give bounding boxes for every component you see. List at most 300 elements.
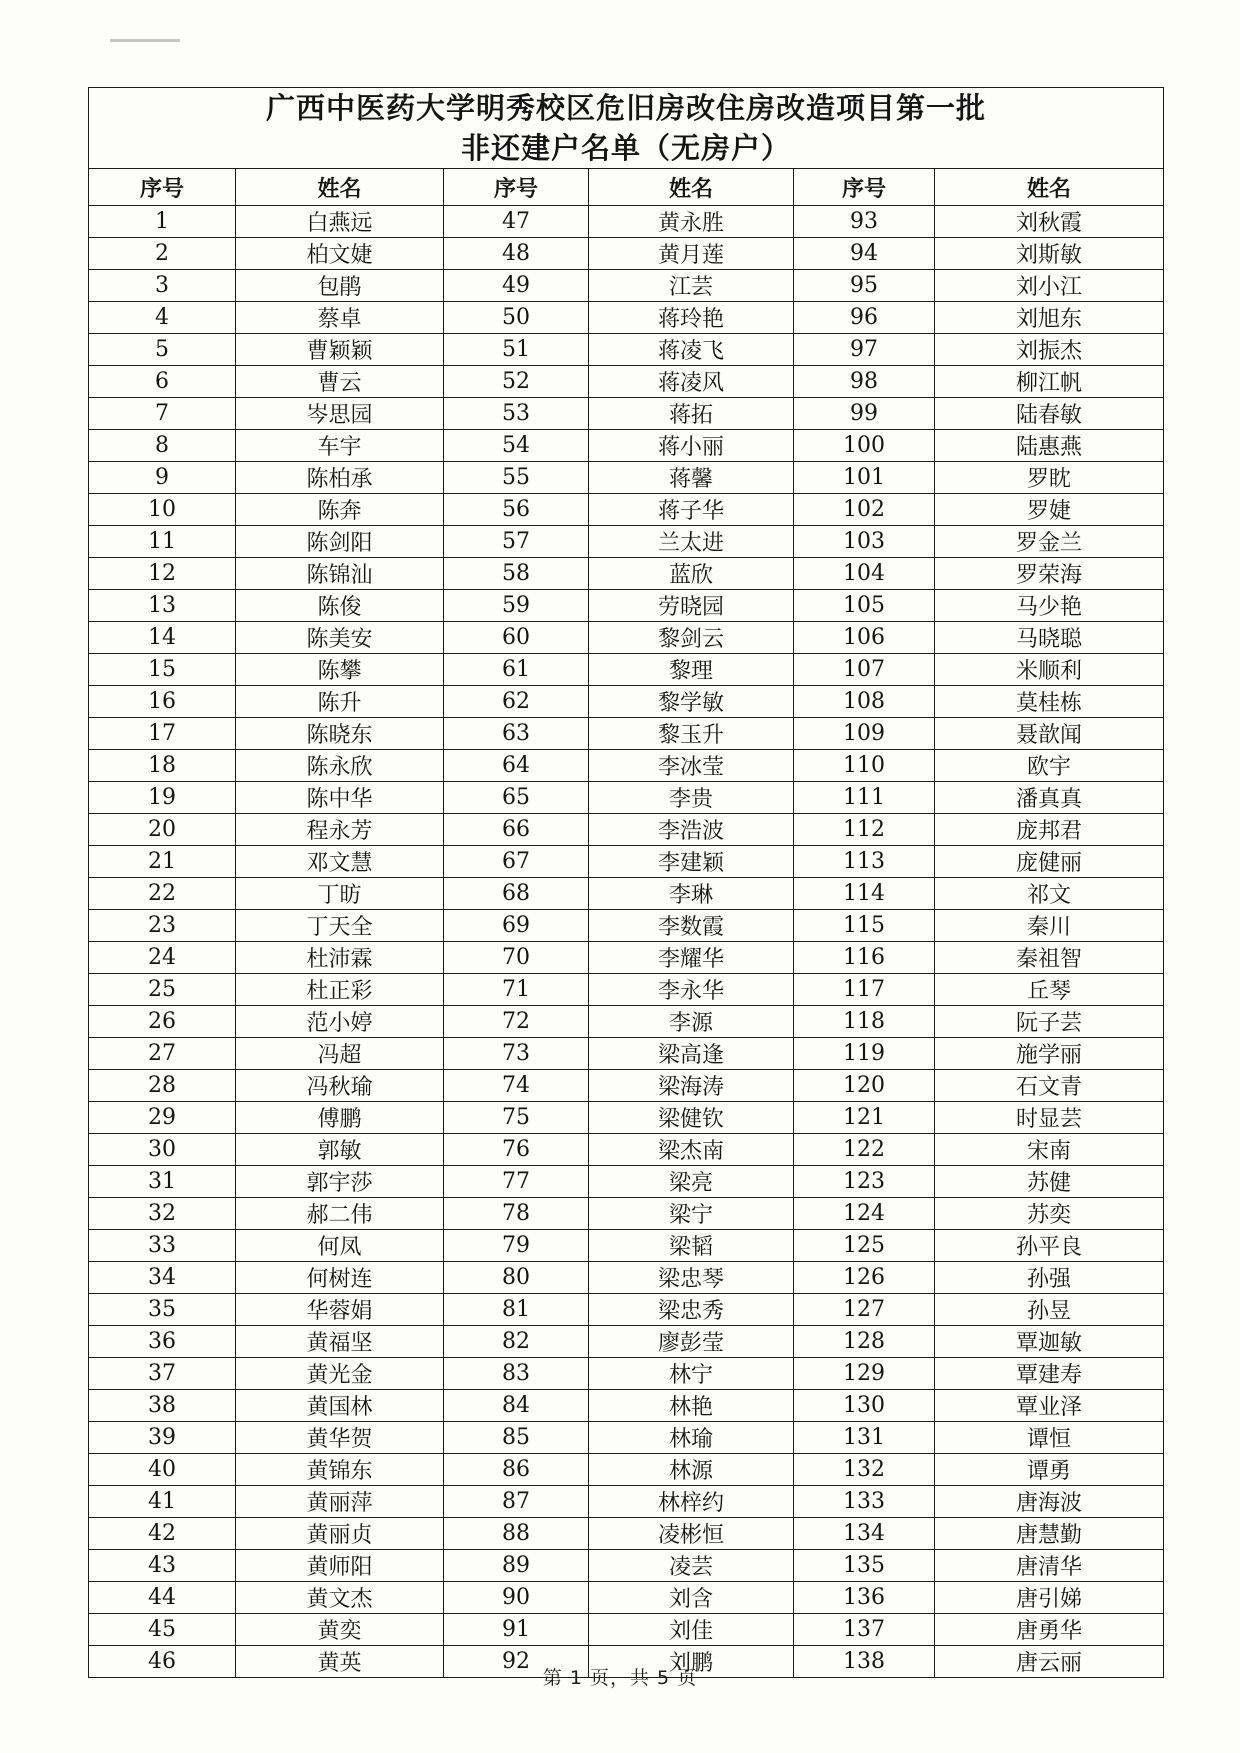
name-cell: 庞邦君 xyxy=(935,814,1164,846)
name-cell: 罗眈 xyxy=(935,462,1164,494)
table-row xyxy=(89,942,1164,974)
column-header-serial: 序号 xyxy=(794,169,935,206)
name-cell: 李冰莹 xyxy=(589,750,794,782)
table-row xyxy=(89,1006,1164,1038)
serial-cell: 77 xyxy=(444,1166,589,1198)
serial-cell: 43 xyxy=(89,1550,236,1582)
serial-cell: 49 xyxy=(444,270,589,302)
serial-cell: 35 xyxy=(89,1294,236,1326)
name-cell: 陈永欣 xyxy=(236,750,444,782)
serial-cell: 115 xyxy=(794,910,935,942)
serial-cell: 71 xyxy=(444,974,589,1006)
table-row xyxy=(89,1422,1164,1454)
name-cell: 黄文杰 xyxy=(236,1582,444,1614)
name-cell: 潘真真 xyxy=(935,782,1164,814)
table-row xyxy=(89,1198,1164,1230)
name-cell: 蔡卓 xyxy=(236,302,444,334)
title-line-1: 广西中医药大学明秀校区危旧房改住房改造项目第一批 xyxy=(266,91,987,125)
serial-cell: 86 xyxy=(444,1454,589,1486)
serial-cell: 63 xyxy=(444,718,589,750)
name-cell: 孙强 xyxy=(935,1262,1164,1294)
name-cell: 蒋凌风 xyxy=(589,366,794,398)
serial-cell: 38 xyxy=(89,1390,236,1422)
name-cell: 廖彭莹 xyxy=(589,1326,794,1358)
name-cell: 黄华贺 xyxy=(236,1422,444,1454)
serial-cell: 53 xyxy=(444,398,589,430)
table-row xyxy=(89,750,1164,782)
serial-cell: 68 xyxy=(444,878,589,910)
name-cell: 蒋拓 xyxy=(589,398,794,430)
name-cell: 郭敏 xyxy=(236,1134,444,1166)
name-cell: 梁亮 xyxy=(589,1166,794,1198)
name-cell: 蒋凌飞 xyxy=(589,334,794,366)
serial-cell: 70 xyxy=(444,942,589,974)
serial-cell: 58 xyxy=(444,558,589,590)
serial-cell: 106 xyxy=(794,622,935,654)
serial-cell: 44 xyxy=(89,1582,236,1614)
serial-cell: 15 xyxy=(89,654,236,686)
serial-cell: 75 xyxy=(444,1102,589,1134)
serial-cell: 20 xyxy=(89,814,236,846)
name-cell: 林瑜 xyxy=(589,1422,794,1454)
scan-artifact xyxy=(110,39,180,42)
name-cell: 黎理 xyxy=(589,654,794,686)
name-cell: 蒋馨 xyxy=(589,462,794,494)
name-cell: 包鹃 xyxy=(236,270,444,302)
name-cell: 柏文婕 xyxy=(236,238,444,270)
table-row xyxy=(89,1614,1164,1646)
serial-cell: 98 xyxy=(794,366,935,398)
serial-cell: 124 xyxy=(794,1198,935,1230)
serial-cell: 54 xyxy=(444,430,589,462)
serial-cell: 122 xyxy=(794,1134,935,1166)
serial-cell: 46 xyxy=(89,1646,236,1678)
name-cell: 秦川 xyxy=(935,910,1164,942)
serial-cell: 76 xyxy=(444,1134,589,1166)
name-cell: 陆惠燕 xyxy=(935,430,1164,462)
serial-cell: 40 xyxy=(89,1454,236,1486)
name-cell: 刘秋霞 xyxy=(935,206,1164,238)
name-cell: 丁昉 xyxy=(236,878,444,910)
table-row xyxy=(89,1102,1164,1134)
title-line-2: 非还建户名单（无房户） xyxy=(461,131,792,165)
serial-cell: 132 xyxy=(794,1454,935,1486)
name-cell: 杜沛霖 xyxy=(236,942,444,974)
name-cell: 陈奔 xyxy=(236,494,444,526)
name-cell: 曹云 xyxy=(236,366,444,398)
name-cell: 梁健钦 xyxy=(589,1102,794,1134)
serial-cell: 33 xyxy=(89,1230,236,1262)
name-cell: 唐云丽 xyxy=(935,1646,1164,1678)
serial-cell: 134 xyxy=(794,1518,935,1550)
name-cell: 唐海波 xyxy=(935,1486,1164,1518)
serial-cell: 87 xyxy=(444,1486,589,1518)
serial-cell: 119 xyxy=(794,1038,935,1070)
serial-cell: 130 xyxy=(794,1390,935,1422)
serial-cell: 126 xyxy=(794,1262,935,1294)
serial-cell: 12 xyxy=(89,558,236,590)
name-cell: 黄师阳 xyxy=(236,1550,444,1582)
roster-table-wrap xyxy=(88,87,1164,1678)
serial-cell: 99 xyxy=(794,398,935,430)
serial-cell: 27 xyxy=(89,1038,236,1070)
serial-cell: 34 xyxy=(89,1262,236,1294)
column-header-name: 姓名 xyxy=(236,169,444,206)
table-row xyxy=(89,1454,1164,1486)
serial-cell: 32 xyxy=(89,1198,236,1230)
name-cell: 凌彬恒 xyxy=(589,1518,794,1550)
name-cell: 邓文慧 xyxy=(236,846,444,878)
name-cell: 刘振杰 xyxy=(935,334,1164,366)
table-row xyxy=(89,878,1164,910)
name-cell: 陈中华 xyxy=(236,782,444,814)
serial-cell: 74 xyxy=(444,1070,589,1102)
serial-cell: 16 xyxy=(89,686,236,718)
name-cell: 陈升 xyxy=(236,686,444,718)
name-cell: 梁忠琴 xyxy=(589,1262,794,1294)
table-row xyxy=(89,1230,1164,1262)
serial-cell: 55 xyxy=(444,462,589,494)
serial-cell: 129 xyxy=(794,1358,935,1390)
name-cell: 丁天全 xyxy=(236,910,444,942)
serial-cell: 57 xyxy=(444,526,589,558)
serial-cell: 3 xyxy=(89,270,236,302)
table-row xyxy=(89,1518,1164,1550)
name-cell: 孙昱 xyxy=(935,1294,1164,1326)
column-header-name: 姓名 xyxy=(935,169,1164,206)
table-row xyxy=(89,1486,1164,1518)
name-cell: 唐清华 xyxy=(935,1550,1164,1582)
serial-cell: 69 xyxy=(444,910,589,942)
serial-cell: 90 xyxy=(444,1582,589,1614)
name-cell: 罗荣海 xyxy=(935,558,1164,590)
serial-cell: 50 xyxy=(444,302,589,334)
name-cell: 华蓉娟 xyxy=(236,1294,444,1326)
name-cell: 李数霞 xyxy=(589,910,794,942)
serial-cell: 26 xyxy=(89,1006,236,1038)
table-row xyxy=(89,974,1164,1006)
name-cell: 唐慧勤 xyxy=(935,1518,1164,1550)
name-cell: 欧宇 xyxy=(935,750,1164,782)
name-cell: 蒋玲艳 xyxy=(589,302,794,334)
serial-cell: 113 xyxy=(794,846,935,878)
table-row xyxy=(89,366,1164,398)
serial-cell: 78 xyxy=(444,1198,589,1230)
serial-cell: 52 xyxy=(444,366,589,398)
name-cell: 刘小江 xyxy=(935,270,1164,302)
table-row xyxy=(89,1582,1164,1614)
name-cell: 冯秋瑜 xyxy=(236,1070,444,1102)
serial-cell: 51 xyxy=(444,334,589,366)
table-row xyxy=(89,1262,1164,1294)
serial-cell: 17 xyxy=(89,718,236,750)
serial-cell: 14 xyxy=(89,622,236,654)
name-cell: 阮子芸 xyxy=(935,1006,1164,1038)
name-cell: 黎剑云 xyxy=(589,622,794,654)
serial-cell: 36 xyxy=(89,1326,236,1358)
title-row xyxy=(89,88,1164,169)
serial-cell: 111 xyxy=(794,782,935,814)
roster-table xyxy=(88,87,1164,1678)
name-cell: 唐勇华 xyxy=(935,1614,1164,1646)
serial-cell: 116 xyxy=(794,942,935,974)
name-cell: 兰太进 xyxy=(589,526,794,558)
name-cell: 黎玉升 xyxy=(589,718,794,750)
name-cell: 罗金兰 xyxy=(935,526,1164,558)
column-header-serial: 序号 xyxy=(444,169,589,206)
serial-cell: 133 xyxy=(794,1486,935,1518)
serial-cell: 127 xyxy=(794,1294,935,1326)
serial-cell: 110 xyxy=(794,750,935,782)
serial-cell: 81 xyxy=(444,1294,589,1326)
table-row xyxy=(89,238,1164,270)
name-cell: 柳江帆 xyxy=(935,366,1164,398)
name-cell: 蒋子华 xyxy=(589,494,794,526)
name-cell: 覃迦敏 xyxy=(935,1326,1164,1358)
serial-cell: 47 xyxy=(444,206,589,238)
serial-cell: 83 xyxy=(444,1358,589,1390)
serial-cell: 13 xyxy=(89,590,236,622)
name-cell: 马晓聪 xyxy=(935,622,1164,654)
serial-cell: 85 xyxy=(444,1422,589,1454)
serial-cell: 10 xyxy=(89,494,236,526)
name-cell: 林宁 xyxy=(589,1358,794,1390)
name-cell: 莫桂栋 xyxy=(935,686,1164,718)
name-cell: 白燕远 xyxy=(236,206,444,238)
table-row xyxy=(89,718,1164,750)
serial-cell: 48 xyxy=(444,238,589,270)
serial-cell: 18 xyxy=(89,750,236,782)
serial-cell: 138 xyxy=(794,1646,935,1678)
table-row xyxy=(89,430,1164,462)
serial-cell: 21 xyxy=(89,846,236,878)
table-row xyxy=(89,686,1164,718)
serial-cell: 72 xyxy=(444,1006,589,1038)
name-cell: 林艳 xyxy=(589,1390,794,1422)
name-cell: 黄锦东 xyxy=(236,1454,444,1486)
name-cell: 谭勇 xyxy=(935,1454,1164,1486)
serial-cell: 25 xyxy=(89,974,236,1006)
serial-cell: 5 xyxy=(89,334,236,366)
name-cell: 陈美安 xyxy=(236,622,444,654)
name-cell: 黄月莲 xyxy=(589,238,794,270)
name-cell: 刘斯敏 xyxy=(935,238,1164,270)
name-cell: 马少艳 xyxy=(935,590,1164,622)
serial-cell: 102 xyxy=(794,494,935,526)
name-cell: 陈晓东 xyxy=(236,718,444,750)
name-cell: 覃业泽 xyxy=(935,1390,1164,1422)
name-cell: 程永芳 xyxy=(236,814,444,846)
serial-cell: 104 xyxy=(794,558,935,590)
name-cell: 梁杰南 xyxy=(589,1134,794,1166)
name-cell: 郝二伟 xyxy=(236,1198,444,1230)
name-cell: 刘含 xyxy=(589,1582,794,1614)
table-row xyxy=(89,814,1164,846)
column-header-name: 姓名 xyxy=(589,169,794,206)
name-cell: 李源 xyxy=(589,1006,794,1038)
name-cell: 黄奕 xyxy=(236,1614,444,1646)
name-cell: 刘佳 xyxy=(589,1614,794,1646)
name-cell: 覃建寿 xyxy=(935,1358,1164,1390)
serial-cell: 80 xyxy=(444,1262,589,1294)
serial-cell: 118 xyxy=(794,1006,935,1038)
table-row xyxy=(89,846,1164,878)
table-row xyxy=(89,494,1164,526)
serial-cell: 60 xyxy=(444,622,589,654)
column-header-row xyxy=(89,169,1164,206)
serial-cell: 22 xyxy=(89,878,236,910)
table-row xyxy=(89,1166,1164,1198)
name-cell: 黄丽贞 xyxy=(236,1518,444,1550)
name-cell: 谭恒 xyxy=(935,1422,1164,1454)
serial-cell: 84 xyxy=(444,1390,589,1422)
table-row xyxy=(89,910,1164,942)
serial-cell: 24 xyxy=(89,942,236,974)
serial-cell: 37 xyxy=(89,1358,236,1390)
table-row xyxy=(89,654,1164,686)
name-cell: 米顺利 xyxy=(935,654,1164,686)
name-cell: 黄国林 xyxy=(236,1390,444,1422)
serial-cell: 61 xyxy=(444,654,589,686)
serial-cell: 19 xyxy=(89,782,236,814)
name-cell: 庞健丽 xyxy=(935,846,1164,878)
name-cell: 施学丽 xyxy=(935,1038,1164,1070)
table-row xyxy=(89,302,1164,334)
name-cell: 聂歆闻 xyxy=(935,718,1164,750)
serial-cell: 136 xyxy=(794,1582,935,1614)
page-footer: 第 1 页，共 5 页 xyxy=(542,1667,698,1689)
serial-cell: 73 xyxy=(444,1038,589,1070)
name-cell: 黄英 xyxy=(236,1646,444,1678)
serial-cell: 62 xyxy=(444,686,589,718)
serial-cell: 2 xyxy=(89,238,236,270)
name-cell: 宋南 xyxy=(935,1134,1164,1166)
serial-cell: 88 xyxy=(444,1518,589,1550)
table-row xyxy=(89,1134,1164,1166)
name-cell: 林源 xyxy=(589,1454,794,1486)
table-row xyxy=(89,1038,1164,1070)
serial-cell: 67 xyxy=(444,846,589,878)
serial-cell: 105 xyxy=(794,590,935,622)
name-cell: 陈剑阳 xyxy=(236,526,444,558)
name-cell: 刘旭东 xyxy=(935,302,1164,334)
serial-cell: 131 xyxy=(794,1422,935,1454)
serial-cell: 94 xyxy=(794,238,935,270)
table-row xyxy=(89,782,1164,814)
serial-cell: 101 xyxy=(794,462,935,494)
serial-cell: 91 xyxy=(444,1614,589,1646)
name-cell: 陆春敏 xyxy=(935,398,1164,430)
serial-cell: 4 xyxy=(89,302,236,334)
serial-cell: 82 xyxy=(444,1326,589,1358)
name-cell: 李琳 xyxy=(589,878,794,910)
serial-cell: 29 xyxy=(89,1102,236,1134)
name-cell: 李永华 xyxy=(589,974,794,1006)
name-cell: 范小婷 xyxy=(236,1006,444,1038)
serial-cell: 100 xyxy=(794,430,935,462)
serial-cell: 7 xyxy=(89,398,236,430)
table-row xyxy=(89,1390,1164,1422)
table-row xyxy=(89,526,1164,558)
name-cell: 蒋小丽 xyxy=(589,430,794,462)
name-cell: 李浩波 xyxy=(589,814,794,846)
name-cell: 岑思园 xyxy=(236,398,444,430)
name-cell: 蓝欣 xyxy=(589,558,794,590)
serial-cell: 128 xyxy=(794,1326,935,1358)
name-cell: 劳晓园 xyxy=(589,590,794,622)
serial-cell: 65 xyxy=(444,782,589,814)
serial-cell: 120 xyxy=(794,1070,935,1102)
name-cell: 江芸 xyxy=(589,270,794,302)
serial-cell: 112 xyxy=(794,814,935,846)
serial-cell: 8 xyxy=(89,430,236,462)
serial-cell: 66 xyxy=(444,814,589,846)
table-body xyxy=(89,206,1164,1678)
name-cell: 刘鹏 xyxy=(589,1646,794,1678)
name-cell: 黄永胜 xyxy=(589,206,794,238)
name-cell: 梁海涛 xyxy=(589,1070,794,1102)
serial-cell: 121 xyxy=(794,1102,935,1134)
serial-cell: 45 xyxy=(89,1614,236,1646)
table-row xyxy=(89,622,1164,654)
name-cell: 黄丽萍 xyxy=(236,1486,444,1518)
name-cell: 李耀华 xyxy=(589,942,794,974)
name-cell: 李建颖 xyxy=(589,846,794,878)
name-cell: 车宇 xyxy=(236,430,444,462)
table-row xyxy=(89,558,1164,590)
serial-cell: 123 xyxy=(794,1166,935,1198)
name-cell: 黎学敏 xyxy=(589,686,794,718)
table-row xyxy=(89,1326,1164,1358)
name-cell: 唐引娣 xyxy=(935,1582,1164,1614)
table-row xyxy=(89,270,1164,302)
serial-cell: 79 xyxy=(444,1230,589,1262)
serial-cell: 9 xyxy=(89,462,236,494)
name-cell: 苏健 xyxy=(935,1166,1164,1198)
name-cell: 曹颖颖 xyxy=(236,334,444,366)
name-cell: 何凤 xyxy=(236,1230,444,1262)
serial-cell: 135 xyxy=(794,1550,935,1582)
serial-cell: 114 xyxy=(794,878,935,910)
name-cell: 凌芸 xyxy=(589,1550,794,1582)
name-cell: 林梓约 xyxy=(589,1486,794,1518)
name-cell: 梁忠秀 xyxy=(589,1294,794,1326)
name-cell: 黄福坚 xyxy=(236,1326,444,1358)
name-cell: 秦祖智 xyxy=(935,942,1164,974)
name-cell: 陈锦汕 xyxy=(236,558,444,590)
name-cell: 罗婕 xyxy=(935,494,1164,526)
serial-cell: 1 xyxy=(89,206,236,238)
serial-cell: 6 xyxy=(89,366,236,398)
serial-cell: 117 xyxy=(794,974,935,1006)
serial-cell: 125 xyxy=(794,1230,935,1262)
serial-cell: 11 xyxy=(89,526,236,558)
serial-cell: 30 xyxy=(89,1134,236,1166)
serial-cell: 41 xyxy=(89,1486,236,1518)
table-row xyxy=(89,398,1164,430)
serial-cell: 28 xyxy=(89,1070,236,1102)
serial-cell: 96 xyxy=(794,302,935,334)
serial-cell: 39 xyxy=(89,1422,236,1454)
name-cell: 郭宇莎 xyxy=(236,1166,444,1198)
serial-cell: 64 xyxy=(444,750,589,782)
name-cell: 梁韬 xyxy=(589,1230,794,1262)
serial-cell: 109 xyxy=(794,718,935,750)
name-cell: 何树连 xyxy=(236,1262,444,1294)
serial-cell: 56 xyxy=(444,494,589,526)
table-row xyxy=(89,462,1164,494)
serial-cell: 97 xyxy=(794,334,935,366)
